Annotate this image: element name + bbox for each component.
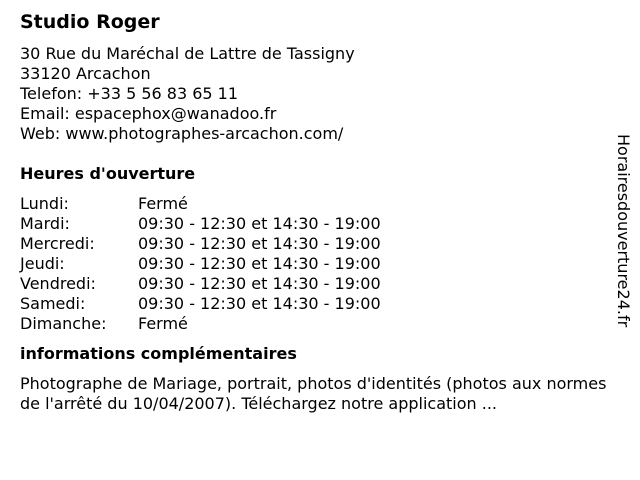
hours-time: Fermé (138, 194, 188, 213)
site-watermark: Horairesdouverture24.fr (614, 134, 633, 328)
hours-day: Mardi: (20, 214, 70, 233)
hours-row-wednesday (20, 234, 610, 254)
hours-time: 09:30 - 12:30 et 14:30 - 19:00 (138, 294, 381, 313)
hours-day: Jeudi: (20, 254, 65, 273)
hours-time: Fermé (138, 314, 188, 333)
phone-line: Telefon: +33 5 56 83 65 11 (20, 84, 239, 103)
hours-time: 09:30 - 12:30 et 14:30 - 19:00 (138, 274, 381, 293)
hours-row-tuesday (20, 214, 610, 234)
web-line: Web: www.photographes-arcachon.com/ (20, 124, 344, 143)
contact-block (20, 44, 610, 144)
hours-time: 09:30 - 12:30 et 14:30 - 19:00 (138, 234, 381, 253)
hours-table (20, 194, 610, 334)
hours-row-thursday (20, 254, 610, 274)
info-heading: informations complémentaires (20, 344, 297, 363)
hours-row-sunday (20, 314, 610, 334)
hours-day: Dimanche: (20, 314, 107, 333)
hours-day: Samedi: (20, 294, 86, 313)
info-description: Photographe de Mariage, portrait, photos d'identités (photos aux normes de l'arrêté du 10/04/2007). Téléchargez notre application ... (20, 374, 607, 413)
hours-time: 09:30 - 12:30 et 14:30 - 19:00 (138, 254, 381, 273)
hours-row-friday (20, 274, 610, 294)
hours-row-monday (20, 194, 610, 214)
address-line-street: 30 Rue du Maréchal de Lattre de Tassigny (20, 44, 355, 63)
hours-time: 09:30 - 12:30 et 14:30 - 19:00 (138, 214, 381, 233)
business-name: Studio Roger (20, 11, 160, 33)
hours-day: Mercredi: (20, 234, 95, 253)
hours-day: Lundi: (20, 194, 69, 213)
address-line-city: 33120 Arcachon (20, 64, 151, 83)
hours-heading: Heures d'ouverture (20, 164, 196, 183)
email-line: Email: espacephox@wanadoo.fr (20, 104, 277, 123)
business-card (20, 10, 610, 414)
hours-day: Vendredi: (20, 274, 96, 293)
hours-row-saturday (20, 294, 610, 314)
